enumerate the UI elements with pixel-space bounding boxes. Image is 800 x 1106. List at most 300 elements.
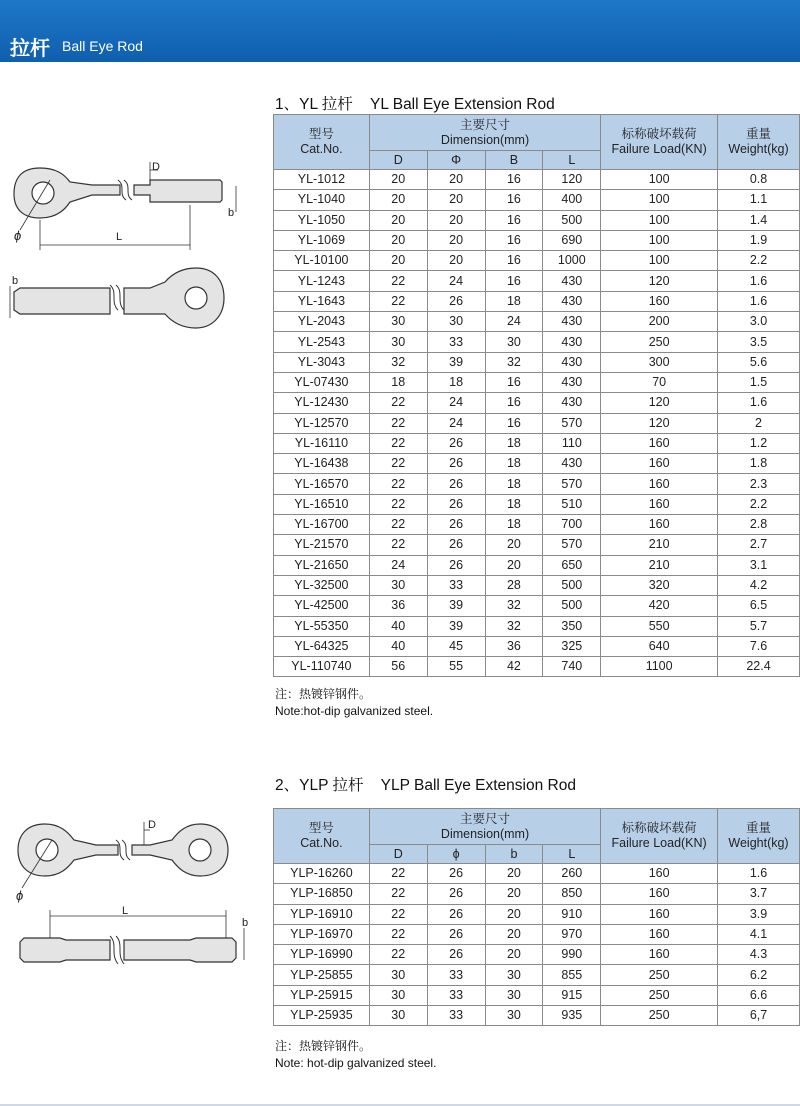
table-cell: 570: [543, 535, 601, 555]
table-cell: 500: [543, 210, 601, 230]
table-cell: 100: [601, 210, 718, 230]
table-cell: 20: [369, 210, 427, 230]
table-row: [274, 945, 800, 965]
table-cell: 210: [601, 555, 718, 575]
table-cell: 30: [485, 985, 543, 1005]
table-row: [274, 433, 800, 453]
ylp-spec-table: [273, 808, 800, 1026]
col-cat: 型号 Cat.No.: [274, 115, 370, 170]
table-cell: YL-1012: [274, 170, 370, 190]
table-cell: YLP-25915: [274, 985, 370, 1005]
table-cell: 430: [543, 332, 601, 352]
table-cell: 30: [369, 312, 427, 332]
table-cell: 500: [543, 575, 601, 595]
table-cell: 160: [601, 924, 718, 944]
table-cell: 55: [427, 657, 485, 677]
table-cell: 100: [601, 190, 718, 210]
table-cell: 26: [427, 945, 485, 965]
col-d: D: [369, 845, 427, 864]
table-row: [274, 596, 800, 616]
section1-title: 1、YL 拉杆 YL Ball Eye Extension Rod: [275, 96, 555, 113]
table-cell: 1.6: [718, 271, 800, 291]
table-cell: 915: [543, 985, 601, 1005]
table-cell: 24: [427, 393, 485, 413]
table-cell: YL-1040: [274, 190, 370, 210]
table-cell: 160: [601, 884, 718, 904]
table-cell: 22: [369, 535, 427, 555]
table-cell: 430: [543, 372, 601, 392]
table-cell: 18: [485, 433, 543, 453]
table-row: [274, 474, 800, 494]
table-cell: 22: [369, 864, 427, 884]
table-cell: 120: [543, 170, 601, 190]
col-dimension: 主要尺寸 Dimension(mm): [369, 115, 600, 151]
table-cell: 160: [601, 494, 718, 514]
table-cell: 1100: [601, 657, 718, 677]
table-cell: 250: [601, 965, 718, 985]
header-title-en: Ball Eye Rod: [62, 38, 143, 54]
table-cell: 160: [601, 291, 718, 311]
yl-note-zh: 注：热镀锌钢件。: [275, 687, 372, 701]
table-row: [274, 965, 800, 985]
ylp-note-en: Note: hot-dip galvanized steel.: [275, 1056, 437, 1070]
table-row: [274, 332, 800, 352]
table-cell: 30: [369, 985, 427, 1005]
table-cell: 420: [601, 596, 718, 616]
table-cell: 1.5: [718, 372, 800, 392]
col-failure-load: 标称破坏载荷 Failure Load(KN): [601, 115, 718, 170]
table-cell: 26: [427, 924, 485, 944]
table-cell: 40: [369, 616, 427, 636]
table-cell: 1.6: [718, 393, 800, 413]
table-cell: 33: [427, 1006, 485, 1026]
table-cell: YL-64325: [274, 636, 370, 656]
table-cell: 550: [601, 616, 718, 636]
table-cell: 6,7: [718, 1006, 800, 1026]
ylp-dim-phi-label: ϕ: [16, 888, 24, 903]
table-cell: 3.9: [718, 904, 800, 924]
table-cell: 325: [543, 636, 601, 656]
table-cell: 4.2: [718, 575, 800, 595]
table-cell: 850: [543, 884, 601, 904]
table-cell: 33: [427, 965, 485, 985]
table-cell: 22: [369, 924, 427, 944]
table-cell: 160: [601, 474, 718, 494]
table-cell: 20: [369, 190, 427, 210]
table-cell: YL-12570: [274, 413, 370, 433]
table-cell: 1.9: [718, 230, 800, 250]
table-cell: 20: [485, 904, 543, 924]
table-cell: 20: [427, 251, 485, 271]
table-cell: 640: [601, 636, 718, 656]
table-cell: 39: [427, 352, 485, 372]
table-cell: YLP-25855: [274, 965, 370, 985]
table-cell: 20: [427, 190, 485, 210]
table-cell: 20: [485, 864, 543, 884]
table-cell: 22: [369, 413, 427, 433]
header-title-zh: 拉杆: [10, 38, 50, 60]
table-cell: 40: [369, 636, 427, 656]
table-row: [274, 291, 800, 311]
table-cell: 16: [485, 210, 543, 230]
table-cell: 16: [485, 230, 543, 250]
table-cell: 18: [427, 372, 485, 392]
table-cell: 22: [369, 454, 427, 474]
table-cell: YLP-25935: [274, 1006, 370, 1026]
table-cell: 2.2: [718, 494, 800, 514]
table-cell: 160: [601, 945, 718, 965]
table-cell: 350: [543, 616, 601, 636]
table-cell: 120: [601, 413, 718, 433]
table-cell: 28: [485, 575, 543, 595]
table-cell: 18: [485, 494, 543, 514]
table-cell: 20: [369, 230, 427, 250]
ylp-rod-drawing: [0, 810, 260, 980]
table-cell: YL-16510: [274, 494, 370, 514]
table-row: [274, 657, 800, 677]
table-cell: 250: [601, 332, 718, 352]
table-cell: 1.8: [718, 454, 800, 474]
col-l: L: [543, 151, 601, 170]
table-cell: YLP-16990: [274, 945, 370, 965]
table-cell: 20: [427, 210, 485, 230]
table-cell: 120: [601, 271, 718, 291]
table-cell: 33: [427, 575, 485, 595]
col-l: L: [543, 845, 601, 864]
table-cell: YL-1069: [274, 230, 370, 250]
table-cell: 30: [369, 1006, 427, 1026]
table-cell: 22: [369, 884, 427, 904]
yl-spec-table: [273, 114, 800, 677]
ylp-dim-b-label: b: [242, 917, 249, 929]
table-cell: YL-10100: [274, 251, 370, 271]
table-cell: 5.7: [718, 616, 800, 636]
table-cell: 22: [369, 945, 427, 965]
table-row: [274, 985, 800, 1005]
table-cell: 855: [543, 965, 601, 985]
table-row: [274, 575, 800, 595]
table-row: [274, 190, 800, 210]
table-cell: 22: [369, 393, 427, 413]
table-cell: 700: [543, 515, 601, 535]
table-cell: 26: [427, 433, 485, 453]
yl-dim-b-label: b: [228, 207, 235, 219]
yl-dim-b2-label: b: [12, 275, 19, 287]
table-cell: 20: [485, 884, 543, 904]
table-cell: 22.4: [718, 657, 800, 677]
table-cell: YL-1243: [274, 271, 370, 291]
table-cell: 910: [543, 904, 601, 924]
yl-dim-d-label: D: [152, 161, 160, 173]
table-cell: 2.2: [718, 251, 800, 271]
table-cell: 260: [543, 864, 601, 884]
ylp-note: [275, 1038, 436, 1072]
table-cell: 26: [427, 474, 485, 494]
table-cell: YL-12430: [274, 393, 370, 413]
table-cell: 120: [601, 393, 718, 413]
table-cell: YL-32500: [274, 575, 370, 595]
table-row: [274, 616, 800, 636]
table-cell: YL-1643: [274, 291, 370, 311]
table-cell: 26: [427, 494, 485, 514]
table-cell: 160: [601, 454, 718, 474]
table-row: [274, 170, 800, 190]
table-cell: 18: [369, 372, 427, 392]
table-cell: YL-16110: [274, 433, 370, 453]
table-row: [274, 210, 800, 230]
table-cell: 160: [601, 904, 718, 924]
table-cell: 39: [427, 616, 485, 636]
table-cell: 570: [543, 474, 601, 494]
table-cell: 16: [485, 170, 543, 190]
table-cell: 16: [485, 190, 543, 210]
ylp-dim-d-label: D: [148, 819, 156, 831]
table-row: [274, 413, 800, 433]
table-cell: 740: [543, 657, 601, 677]
table-cell: 3.0: [718, 312, 800, 332]
yl-rod-drawing: [0, 150, 260, 340]
table-cell: 16: [485, 393, 543, 413]
table-cell: 1.2: [718, 433, 800, 453]
table-cell: 100: [601, 230, 718, 250]
table-cell: 100: [601, 170, 718, 190]
table-cell: 320: [601, 575, 718, 595]
table-cell: 16: [485, 271, 543, 291]
table-cell: 110: [543, 433, 601, 453]
table-cell: 430: [543, 454, 601, 474]
table-cell: 56: [369, 657, 427, 677]
table-row: [274, 904, 800, 924]
table-cell: 42: [485, 657, 543, 677]
table-cell: YL-07430: [274, 372, 370, 392]
table-cell: 20: [485, 555, 543, 575]
table-cell: YLP-16970: [274, 924, 370, 944]
table-cell: 24: [427, 413, 485, 433]
table-row: [274, 393, 800, 413]
table-cell: 250: [601, 985, 718, 1005]
table-cell: 160: [601, 864, 718, 884]
page-header: [0, 0, 800, 62]
section2-title: 2、YLP 拉杆 YLP Ball Eye Extension Rod: [275, 777, 576, 794]
col-b: b: [485, 845, 543, 864]
table-cell: 22: [369, 474, 427, 494]
table-cell: 1.6: [718, 291, 800, 311]
yl-dim-l-label: L: [116, 231, 123, 243]
table-cell: 30: [369, 965, 427, 985]
table-cell: 5.6: [718, 352, 800, 372]
table-cell: 430: [543, 393, 601, 413]
table-cell: YL-16570: [274, 474, 370, 494]
ylp-dim-l-label: L: [122, 905, 129, 917]
table-cell: 430: [543, 352, 601, 372]
table-cell: 20: [485, 924, 543, 944]
col-cat: 型号 Cat.No.: [274, 809, 370, 864]
table-cell: 30: [369, 332, 427, 352]
table-cell: 26: [427, 555, 485, 575]
table-cell: 18: [485, 515, 543, 535]
table-cell: 16: [485, 413, 543, 433]
table-cell: 45: [427, 636, 485, 656]
table-cell: 39: [427, 596, 485, 616]
table-cell: 30: [369, 575, 427, 595]
table-cell: 33: [427, 985, 485, 1005]
table-cell: 3.5: [718, 332, 800, 352]
col-d: D: [369, 151, 427, 170]
table-row: [274, 636, 800, 656]
table-cell: 26: [427, 454, 485, 474]
table-cell: YL-3043: [274, 352, 370, 372]
table-cell: 26: [427, 515, 485, 535]
table-cell: 500: [543, 596, 601, 616]
table-cell: 1.6: [718, 864, 800, 884]
table-row: [274, 251, 800, 271]
col-weight: 重量 Weight(kg): [718, 809, 800, 864]
table-cell: 32: [485, 616, 543, 636]
table-cell: 430: [543, 291, 601, 311]
table-cell: 100: [601, 251, 718, 271]
table-cell: 33: [427, 332, 485, 352]
table-cell: 24: [369, 555, 427, 575]
table-cell: 22: [369, 494, 427, 514]
table-row: [274, 271, 800, 291]
table-cell: 22: [369, 271, 427, 291]
table-cell: 20: [427, 230, 485, 250]
table-cell: 300: [601, 352, 718, 372]
table-cell: 0.8: [718, 170, 800, 190]
table-cell: 30: [485, 965, 543, 985]
col-dimension: 主要尺寸 Dimension(mm): [369, 809, 600, 845]
table-cell: 430: [543, 312, 601, 332]
table-cell: 6.2: [718, 965, 800, 985]
table-row: [274, 924, 800, 944]
table-cell: 20: [485, 945, 543, 965]
yl-dim-phi-label: ϕ: [14, 228, 22, 243]
table-cell: YL-2543: [274, 332, 370, 352]
table-cell: 1.4: [718, 210, 800, 230]
table-cell: 22: [369, 433, 427, 453]
table-cell: 2.8: [718, 515, 800, 535]
table-cell: 24: [427, 271, 485, 291]
table-row: [274, 372, 800, 392]
table-cell: 210: [601, 535, 718, 555]
col-weight: 重量 Weight(kg): [718, 115, 800, 170]
table-cell: 26: [427, 864, 485, 884]
ylp-note-zh: 注：热镀锌钢件。: [275, 1039, 372, 1053]
table-cell: 26: [427, 884, 485, 904]
table-cell: 16: [485, 251, 543, 271]
table-cell: 26: [427, 291, 485, 311]
table-cell: YL-16700: [274, 515, 370, 535]
yl-note: [275, 686, 433, 720]
table-cell: YL-2043: [274, 312, 370, 332]
table-cell: YLP-16260: [274, 864, 370, 884]
table-cell: 70: [601, 372, 718, 392]
table-row: [274, 312, 800, 332]
table-cell: 30: [485, 332, 543, 352]
table-cell: 160: [601, 515, 718, 535]
col-phi: ϕ: [427, 845, 485, 864]
table-cell: 7.6: [718, 636, 800, 656]
table-cell: 22: [369, 904, 427, 924]
table-row: [274, 494, 800, 514]
col-failure-load: 标称破坏载荷 Failure Load(KN): [601, 809, 718, 864]
table-cell: 36: [485, 636, 543, 656]
table-row: [274, 864, 800, 884]
table-cell: 4.1: [718, 924, 800, 944]
table-cell: 20: [369, 170, 427, 190]
table-cell: 32: [485, 596, 543, 616]
table-cell: 6.6: [718, 985, 800, 1005]
col-b: B: [485, 151, 543, 170]
table-cell: 4.3: [718, 945, 800, 965]
table-row: [274, 515, 800, 535]
table-cell: 690: [543, 230, 601, 250]
table-cell: 18: [485, 454, 543, 474]
table-cell: 570: [543, 413, 601, 433]
table-cell: 26: [427, 904, 485, 924]
table-cell: 935: [543, 1006, 601, 1026]
table-cell: 18: [485, 474, 543, 494]
table-cell: YL-21650: [274, 555, 370, 575]
table-row: [274, 535, 800, 555]
table-cell: YL-55350: [274, 616, 370, 636]
table-cell: 24: [485, 312, 543, 332]
table-row: [274, 1006, 800, 1026]
table-cell: 970: [543, 924, 601, 944]
table-row: [274, 454, 800, 474]
table-cell: 16: [485, 372, 543, 392]
table-cell: YL-110740: [274, 657, 370, 677]
table-cell: 30: [427, 312, 485, 332]
yl-note-en: Note:hot-dip galvanized steel.: [275, 704, 434, 718]
table-cell: 200: [601, 312, 718, 332]
table-cell: 2: [718, 413, 800, 433]
table-cell: 3.7: [718, 884, 800, 904]
table-cell: 1000: [543, 251, 601, 271]
table-cell: 32: [369, 352, 427, 372]
table-cell: 30: [485, 1006, 543, 1026]
col-phi: Φ: [427, 151, 485, 170]
table-row: [274, 555, 800, 575]
table-cell: 160: [601, 433, 718, 453]
table-cell: YL-16438: [274, 454, 370, 474]
table-cell: YL-42500: [274, 596, 370, 616]
table-cell: 990: [543, 945, 601, 965]
table-cell: YLP-16910: [274, 904, 370, 924]
table-cell: 20: [369, 251, 427, 271]
table-cell: 2.7: [718, 535, 800, 555]
table-cell: 1.1: [718, 190, 800, 210]
table-cell: 22: [369, 515, 427, 535]
table-cell: 250: [601, 1006, 718, 1026]
table-cell: 510: [543, 494, 601, 514]
table-cell: 36: [369, 596, 427, 616]
table-cell: 2.3: [718, 474, 800, 494]
table-cell: 3.1: [718, 555, 800, 575]
table-cell: 20: [485, 535, 543, 555]
table-cell: 22: [369, 291, 427, 311]
table-cell: 400: [543, 190, 601, 210]
table-cell: YL-1050: [274, 210, 370, 230]
table-cell: YL-21570: [274, 535, 370, 555]
table-cell: YLP-16850: [274, 884, 370, 904]
table-cell: 32: [485, 352, 543, 372]
table-cell: 18: [485, 291, 543, 311]
table-row: [274, 230, 800, 250]
table-row: [274, 352, 800, 372]
table-cell: 26: [427, 535, 485, 555]
table-cell: 650: [543, 555, 601, 575]
